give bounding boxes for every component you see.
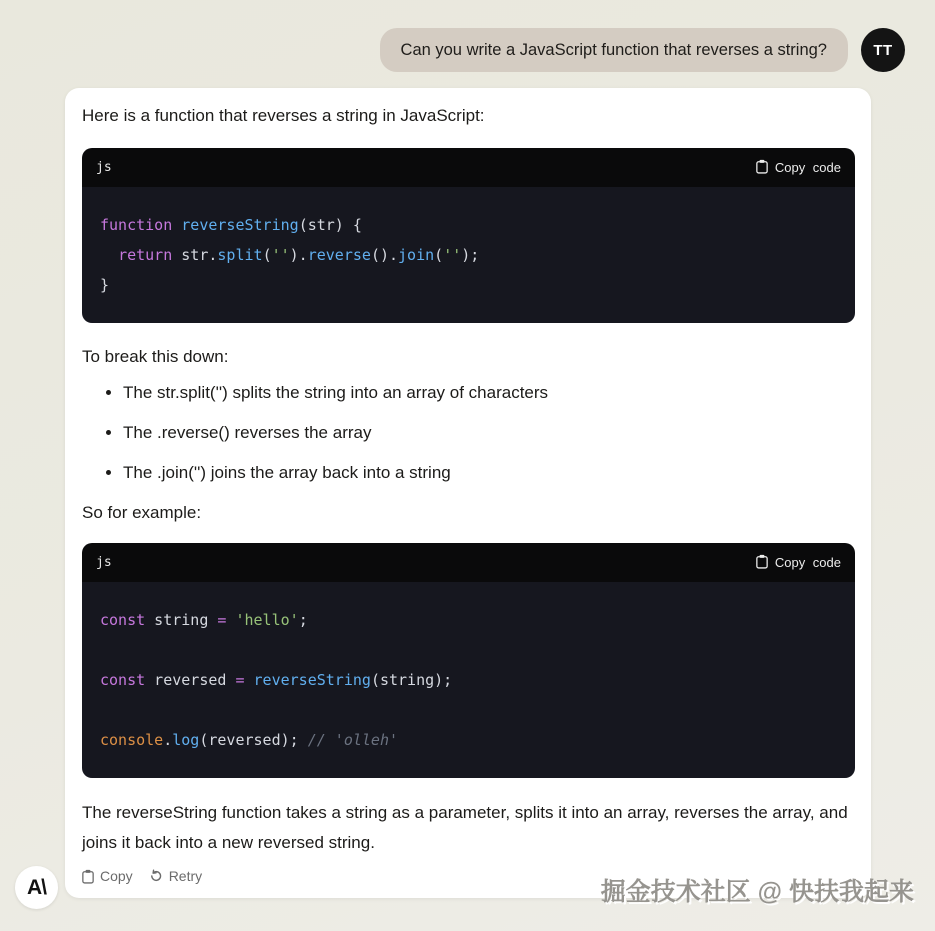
code-body: const string = 'hello'; const reversed = reverseString(string); console.log(reversed); // 'olleh' bbox=[82, 582, 855, 778]
assistant-message-card bbox=[65, 88, 871, 898]
example-heading: So for example: bbox=[82, 503, 202, 522]
clipboard-icon bbox=[82, 869, 94, 884]
anthropic-logo-icon: A\ bbox=[27, 875, 46, 899]
assistant-avatar bbox=[15, 866, 58, 909]
clipboard-icon bbox=[756, 554, 768, 572]
intro-paragraph: Here is a function that reverses a string in JavaScript: bbox=[82, 106, 485, 125]
bullet-list bbox=[82, 381, 855, 485]
copy-code-button[interactable] bbox=[756, 554, 841, 572]
code-block-header bbox=[82, 543, 855, 582]
list-item: • The str.split('') splits the string into an array of characters bbox=[123, 381, 855, 405]
copy-button[interactable] bbox=[82, 868, 133, 884]
code-block-function bbox=[82, 148, 855, 323]
watermark-text: 掘金技术社区 @ 快扶我起来 bbox=[600, 878, 914, 906]
user-message-row bbox=[0, 0, 935, 72]
user-avatar: TT bbox=[861, 28, 905, 72]
copy-button-label: Copy bbox=[100, 868, 133, 884]
code-block-header bbox=[82, 148, 855, 187]
list-item: • The .reverse() reverses the array bbox=[123, 421, 855, 445]
list-item: • The .join('') joins the array back into a string bbox=[123, 461, 855, 485]
user-message-bubble: Can you write a JavaScript function that reverses a string? bbox=[380, 28, 848, 72]
code-language-label: js bbox=[96, 555, 112, 570]
copy-code-label: Copy code bbox=[774, 160, 841, 175]
code-language-label: js bbox=[96, 160, 112, 175]
retry-button[interactable] bbox=[149, 868, 202, 884]
copy-code-button[interactable] bbox=[756, 159, 841, 177]
code-body: function reverseString(str) { return str.split('').reverse().join(''); } bbox=[82, 187, 855, 323]
copy-code-label: Copy code bbox=[774, 555, 841, 570]
retry-button-label: Retry bbox=[168, 868, 203, 884]
retry-icon bbox=[149, 869, 163, 883]
breakdown-heading: To break this down: bbox=[82, 347, 229, 366]
code-block-example bbox=[82, 543, 855, 778]
clipboard-icon bbox=[756, 159, 768, 177]
closing-paragraph: The reverseString function takes a string as a parameter, splits it into an array, reverses the array, and joins it back into a new reversed string. bbox=[82, 803, 848, 852]
